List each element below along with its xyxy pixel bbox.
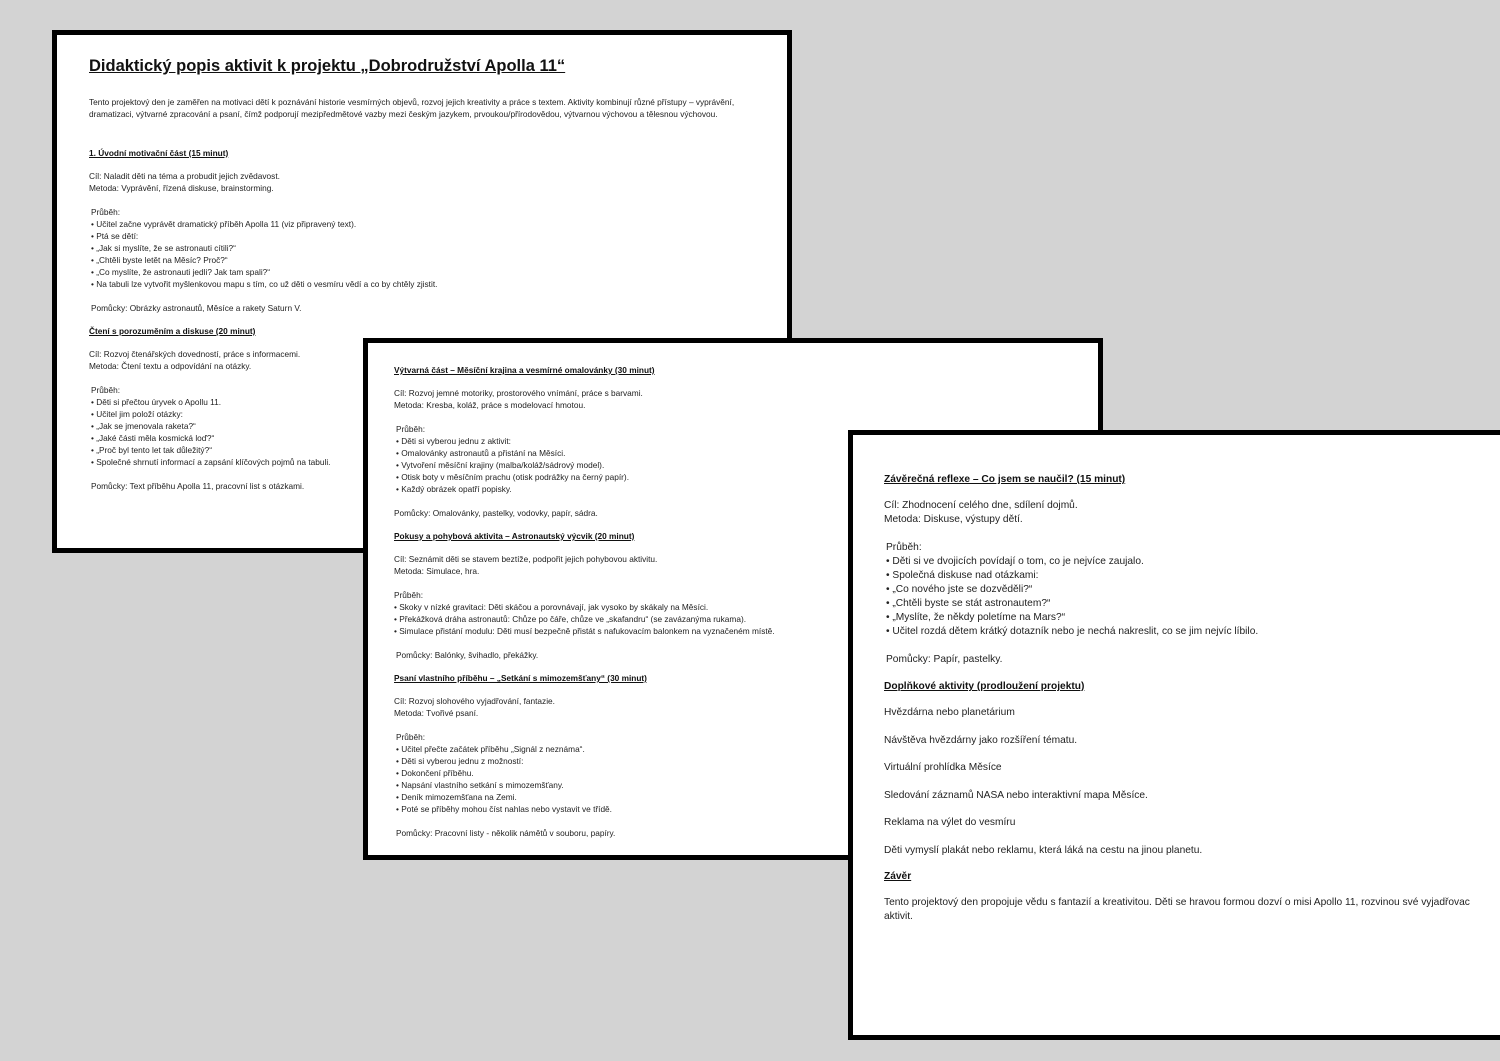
list-item: • Omalovánky astronautů a přistání na Měsíci. [396, 448, 566, 458]
list-item: • „Proč byl tento let tak důležitý?“ [91, 445, 212, 455]
document-page-3 [848, 430, 1500, 1040]
goal-text: Cíl: Rozvoj slohového vyjadřování, fantazie. [394, 696, 555, 706]
section-reflection [884, 474, 1500, 667]
list-item: • „Co myslíte, že astronauti jedli? Jak tam spali?“ [91, 267, 271, 277]
aids-text: Pomůcky: Balónky, švihadlo, překážky. [396, 650, 539, 660]
list-item: • „Jak se jmenovala raketa?“ [91, 421, 196, 431]
list-item: • Deník mimozemšťana na Zemi. [396, 792, 517, 802]
list-item: • Děti si přečtou úryvek o Apollu 11. [91, 397, 222, 407]
list-item: • Vytvoření měsíční krajiny (malba/koláž/sádrový model). [396, 460, 605, 470]
method-text: Metoda: Čtení textu a odpovídání na otázky. [89, 361, 252, 371]
method-text: Metoda: Vyprávění, řízená diskuse, brainstorming. [89, 183, 274, 193]
list-item: • „Jaké části měla kosmická loď?“ [91, 433, 215, 443]
progress-label: Průběh: [886, 542, 922, 553]
list-item: • Otisk boty v měsíčním prachu (otisk podrážky na černý papír). [396, 472, 629, 482]
list-item: • „Jak si myslíte, že se astronauti cítili?“ [91, 243, 236, 253]
section-intro-motivation [89, 148, 787, 314]
aids-text: Pomůcky: Text příběhu Apolla 11, pracovní list s otázkami. [91, 481, 305, 491]
goal-text: Cíl: Rozvoj čtenářských dovedností, práce s informacemi. [89, 349, 301, 359]
list-item: • Společné shrnutí informací a zapsání klíčových pojmů na tabuli. [91, 457, 331, 467]
list-item: • Učitel přečte začátek příběhu „Signál z neznáma“. [396, 744, 585, 754]
extra-item: Sledování záznamů NASA nebo interaktivní mapa Měsíce. [884, 789, 1148, 801]
extra-item: Virtuální prohlídka Měsíce [884, 762, 1002, 773]
list-item: • „Myslíte, že někdy poletíme na Mars?“ [886, 612, 1066, 623]
method-text: Metoda: Kresba, koláž, práce s modelovací hmotou. [394, 400, 586, 410]
list-item: • Překážková dráha astronautů: Chůze po čáře, chůze ve „skafandru“ (se zavázanýma rukama). [394, 614, 747, 624]
method-text: Metoda: Simulace, hra. [394, 566, 480, 576]
section-extra-activities [884, 681, 1500, 858]
intro-paragraph: Tento projektový den je zaměřen na motivaci dětí k poznávání historie vesmírných objevů, rozvoj jejich kreativity a práce s textem. Aktivity kombinují různé přístupy – vyprávění, dramatizaci, výtvarné zpracování a psaní, čímž podporují mezipředmětové vazby mezi českým jazykem, prvoukou/přírodovědou, výtvarnou výchovou a tělesnou výchovou. [89, 97, 735, 119]
method-text: Metoda: Diskuse, výstupy dětí. [884, 514, 1023, 525]
section-heading: Psaní vlastního příběhu – „Setkání s mimozemšťany“ (30 minut) [394, 673, 647, 683]
conclusion-text: aktivit. [884, 911, 913, 922]
conclusion-text: Tento projektový den propojuje vědu s fantazií a kreativitou. Děti se hravou formou dozví o misi Apollo 11, rozvinou své vyjadřovac [884, 897, 1470, 908]
goal-text: Cíl: Naladit děti na téma a probudit jejich zvědavost. [89, 171, 280, 181]
progress-label: Průběh: [396, 424, 426, 434]
goal-text: Cíl: Rozvoj jemné motoriky, prostorového vnímání, práce s barvami. [394, 388, 643, 398]
list-item: • „Chtěli byste se stát astronautem?“ [886, 598, 1051, 609]
list-item: • Skoky v nízké gravitaci: Děti skáčou a porovnávají, jak vysoko by skákaly na Měsíci. [394, 602, 709, 612]
list-item: • Ptá se dětí: [91, 231, 139, 241]
method-text: Metoda: Tvořivé psaní. [394, 708, 479, 718]
list-item: • Děti si ve dvojicích povídají o tom, co je nejvíce zaujalo. [886, 556, 1144, 567]
section-conclusion [884, 871, 1500, 924]
extra-item: Hvězdárna nebo planetárium [884, 707, 1015, 718]
list-item: • Simulace přistání modulu: Děti musí bezpečně přistát s nafukovacím balonkem na vyznačeném místě. [394, 626, 775, 636]
extra-item: Děti vymyslí plakát nebo reklamu, která láká na cestu na jinou planetu. [884, 844, 1203, 856]
list-item: • Každý obrázek opatří popisky. [396, 484, 512, 494]
aids-text: Pomůcky: Papír, pastelky. [886, 654, 1003, 665]
aids-text: Pomůcky: Omalovánky, pastelky, vodovky, papír, sádra. [394, 508, 598, 518]
extra-item: Návštěva hvězdárny jako rozšíření tématu. [884, 734, 1078, 746]
section-heading: 1. Úvodní motivační část (15 minut) [89, 148, 229, 158]
aids-text: Pomůcky: Obrázky astronautů, Měsíce a rakety Saturn V. [91, 303, 302, 313]
goal-text: Cíl: Seznámit děti se stavem beztíže, podpořit jejich pohybovou aktivitu. [394, 554, 658, 564]
list-item: • Učitel začne vyprávět dramatický příběh Apolla 11 (viz připravený text). [91, 219, 357, 229]
extra-item: Reklama na výlet do vesmíru [884, 817, 1016, 828]
list-item: • „Co nového jste se dozvěděli?“ [886, 584, 1033, 595]
section-heading: Závěrečná reflexe – Co jsem se naučil? (15 minut) [884, 474, 1126, 485]
list-item: • Napsání vlastního setkání s mimozemšťany. [396, 780, 564, 790]
list-item: • Učitel rozdá dětem krátký dotazník nebo je nechá nakreslit, co se jim nejvíc líbilo. [886, 626, 1259, 637]
section-heading: Závěr [884, 871, 912, 882]
list-item: • Dokončení příběhu. [396, 768, 474, 778]
progress-label: Průběh: [396, 732, 426, 742]
progress-label: Průběh: [91, 385, 121, 395]
list-item: • „Chtěli byste letět na Měsíc? Proč?“ [91, 255, 228, 265]
list-item: • Na tabuli lze vytvořit myšlenkovou mapu s tím, co už děti o vesmíru vědí a co by chtěly zjistit. [91, 279, 438, 289]
list-item: • Poté se příběhy mohou číst nahlas nebo vystavit ve třídě. [396, 804, 612, 814]
list-item: • Děti si vyberou jednu z možností: [396, 756, 524, 766]
goal-text: Cíl: Zhodnocení celého dne, sdílení dojmů. [884, 500, 1078, 511]
aids-text: Pomůcky: Pracovní listy - několik námětů v souboru, papíry. [396, 828, 616, 838]
list-item: • Děti si vyberou jednu z aktivit: [396, 436, 511, 446]
list-item: • Učitel jim položí otázky: [91, 409, 183, 419]
section-heading: Pokusy a pohybová aktivita – Astronautský výcvik (20 minut) [394, 531, 635, 541]
progress-label: Průběh: [394, 590, 424, 600]
section-heading: Čtení s porozuměním a diskuse (20 minut) [89, 326, 256, 336]
section-heading: Doplňkové aktivity (prodloužení projektu) [884, 681, 1085, 692]
list-item: • Společná diskuse nad otázkami: [886, 570, 1039, 581]
section-heading: Výtvarná část – Měsíční krajina a vesmírné omalovánky (30 minut) [394, 365, 655, 375]
progress-label: Průběh: [91, 207, 121, 217]
document-title: Didaktický popis aktivit k projektu „Dobrodružství Apolla 11“ [89, 57, 566, 75]
